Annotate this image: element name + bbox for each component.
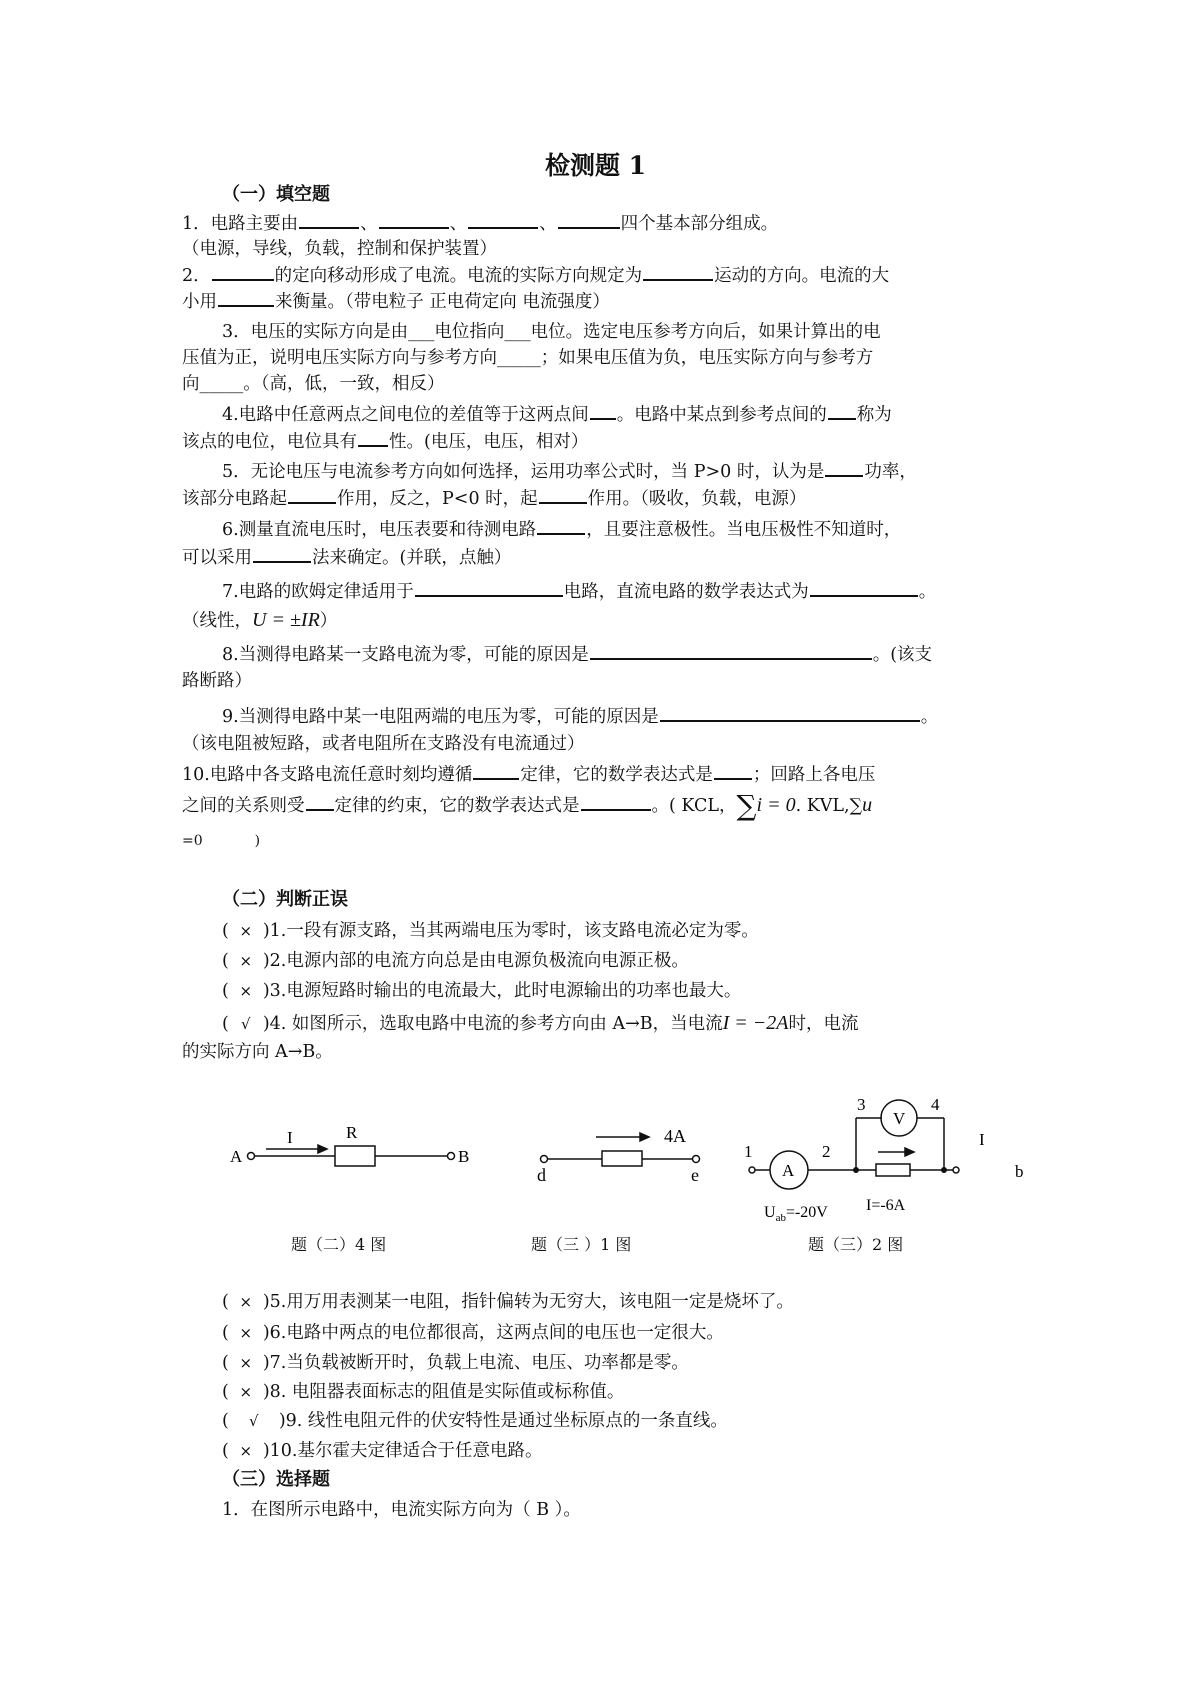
question-7-cont: （线性，U = ±IR）	[182, 609, 338, 631]
question-1: 1．电路主要由 、 、 、 四个基本部分组成。	[182, 214, 779, 234]
section-true-false: （二）判断正误	[222, 889, 348, 910]
judge-item-6: ( × )6.电路中两点的电位都很高，这两点间的电压也一定很大。	[222, 1323, 724, 1343]
question-8: 8.当测得电路某一支路电流为零，可能的原因是 。(该支	[222, 645, 933, 665]
figure-ab-resistor	[248, 1145, 455, 1166]
judge-item-4: ( √ )4. 如图所示，选取电路中电流的参考方向由 A→B，当电流I = −2A时，电流	[222, 1012, 859, 1034]
page-title: 检测题 1	[544, 151, 647, 180]
ammeter-label: A	[782, 1161, 795, 1180]
judge-item-9: ( √ )9. 线性电阻元件的伏安特性是通过坐标原点的一条直线。	[222, 1411, 728, 1431]
figure-ammeter-voltmeter	[749, 1100, 959, 1189]
ohm-formula: U = ±IR	[252, 609, 320, 631]
question-4: 4.电路中任意两点之间电位的差值等于这两点间 。电路中某点到参考点间的 称为	[222, 405, 892, 425]
question-5: 5．无论电压与电流参考方向如何选择，运用功率公式时，当 P>0 时，认为是 功率，	[222, 462, 917, 482]
question-3-cont: 压值为正，说明电压实际方向与参考方向_____；如果电压值为负，电压实际方向与参考方	[182, 348, 874, 368]
question-10-cont: 之间的关系则受 定律的约束，它的数学表达式是 。( KCL，∑i = 0. KVL,∑u	[182, 789, 873, 822]
choice-question-1: 1．在图所示电路中，电流实际方向为（ B ）。	[222, 1500, 581, 1520]
judge-item-5: ( × )5.用万用表测某一电阻，指针偏转为无穷大，该电阻一定是烧坏了。	[222, 1292, 794, 1312]
fig2-caption: 题（三 ）1 图	[531, 1235, 632, 1254]
fig2-label-d: d	[537, 1165, 546, 1185]
answer-1: （电源，导线，负载，控制和保护装置）	[182, 239, 497, 259]
section-multiple-choice: （三）选择题	[222, 1469, 330, 1490]
judge-item-7: ( × )7.当负载被断开时，负载上电流、电压、功率都是零。	[222, 1353, 689, 1373]
judge-item-3: ( × )3.电源短路时输出的电流最大，此时电源输出的功率也最大。	[222, 981, 742, 1001]
fig1-label-a: A	[230, 1147, 243, 1166]
node-4-label: 4	[931, 1095, 940, 1114]
fig3-caption: 题（三）2 图	[808, 1235, 904, 1254]
node-3-label: 3	[857, 1095, 866, 1114]
question-7: 7.电路的欧姆定律适用于 电路，直流电路的数学表达式为 。	[222, 582, 937, 602]
question-8-cont: 路断路）	[182, 671, 252, 691]
fig2-label-e: e	[691, 1165, 699, 1185]
question-2: 2． 的定向移动形成了电流。电流的实际方向规定为 运动的方向。电流的大	[182, 266, 890, 286]
judge-item-2: ( × )2.电源内部的电流方向总是由电源负极流向电源正极。	[222, 951, 689, 971]
judge-item-8: ( × )8. 电阻器表面标志的阻值是实际值或标称值。	[222, 1382, 625, 1402]
question-3: 3．电压的实际方向是由___电位指向___电位。选定电压参考方向后，如果计算出的电	[222, 322, 881, 342]
voltmeter-label: V	[893, 1109, 906, 1128]
question-4-cont: 该点的电位，电位具有 性。(电压，电压，相对）	[182, 432, 589, 452]
question-10-cont2: =0 )	[182, 833, 261, 849]
fig1-caption: 题（二）4 图	[291, 1235, 387, 1254]
question-2-cont: 小用 来衡量。（带电粒子 正电荷定向 电流强度）	[182, 292, 610, 312]
question-6: 6.测量直流电压时，电压表要和待测电路 ，且要注意极性。当电压极性不知道时，	[222, 520, 902, 540]
fig1-label-i: I	[287, 1128, 293, 1147]
judge-item-1: ( × )1.一段有源支路，当其两端电压为零时，该支路电流必定为零。	[222, 921, 759, 941]
current-value-label: I=-6A	[866, 1197, 906, 1214]
fig1-label-r: R	[346, 1123, 358, 1142]
fig1-label-b: B	[458, 1147, 470, 1166]
node-2-label: 2	[822, 1142, 831, 1161]
node-1-label: 1	[744, 1142, 753, 1161]
question-9: 9.当测得电路中某一电阻两端的电压为零，可能的原因是 。	[222, 707, 939, 727]
judge-item-10: ( × )10.基尔霍夫定律适合于任意电路。	[222, 1441, 543, 1461]
current-formula: I = −2A	[722, 1012, 789, 1034]
question-5-cont: 该部分电路起 作用，反之，P<0 时，起 作用。（吸收，负载，电源）	[182, 489, 807, 509]
fig3-current-label: I	[979, 1130, 985, 1149]
question-10: 10.电路中各支路电流任意时刻均遵循 定律，它的数学表达式是 ；回路上各电压	[182, 765, 876, 785]
fig2-label-current: 4A	[664, 1126, 686, 1146]
question-9-cont: （该电阻被短路，或者电阻所在支路没有电流通过）	[182, 734, 585, 754]
question-3-cont2: 向_____。（高，低，一致，相反）	[182, 374, 445, 394]
uab-label: $U_{ab}=-20V$	[764, 1204, 828, 1224]
judge-item-4-cont: 的实际方向 A→B。	[182, 1042, 333, 1062]
section-fill-blank: （一）填空题	[222, 184, 330, 205]
fig3-node-b: b	[1015, 1162, 1024, 1181]
question-6-cont: 可以采用 法来确定。(并联，点触）	[182, 548, 512, 568]
